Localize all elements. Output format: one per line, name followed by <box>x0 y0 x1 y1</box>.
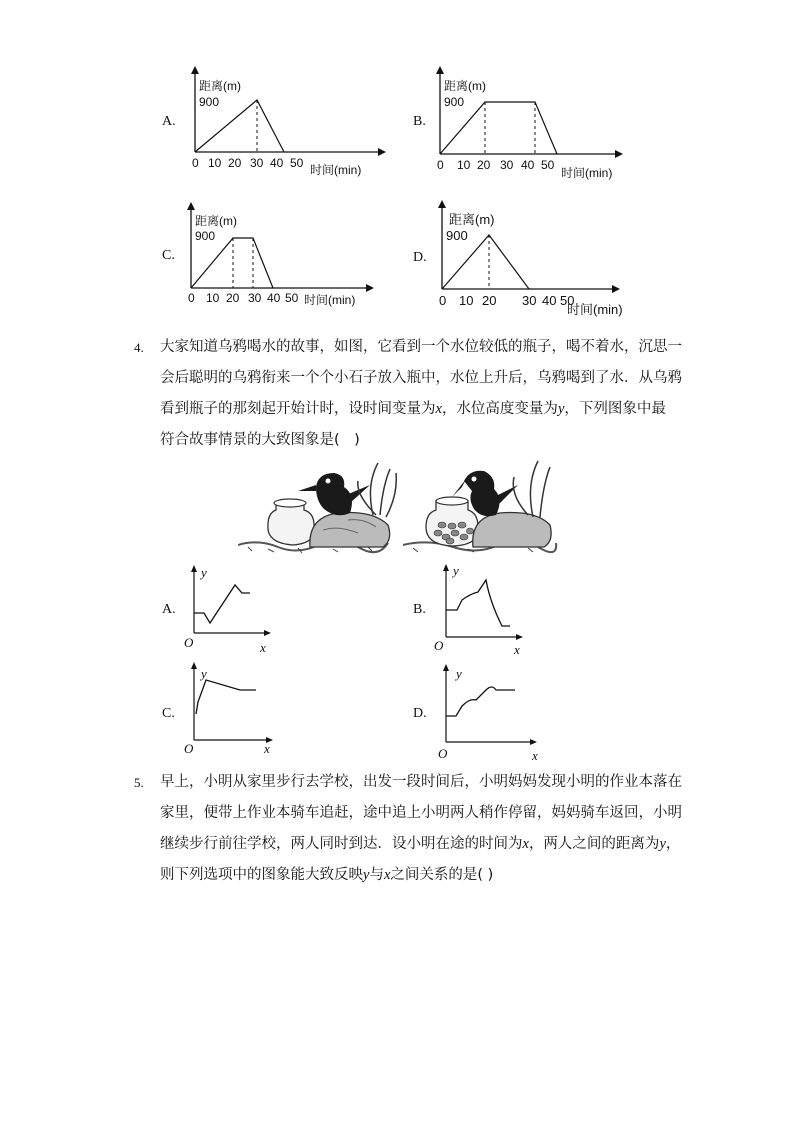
q3b-tick-40: 40 <box>521 158 535 172</box>
q4-text <box>160 332 682 456</box>
q3d-tick-0: 0 <box>439 293 447 308</box>
q3b-tick-30: 30 <box>500 158 514 172</box>
q3-option-a-graph <box>180 62 410 186</box>
q3b-tick-0: 0 <box>437 158 444 172</box>
q4-option-b-label: B. <box>413 602 426 617</box>
q3a-tick-50: 50 <box>290 156 304 170</box>
q3d-tick-30: 30 <box>522 293 537 308</box>
q3c-tick-10: 10 <box>206 291 220 305</box>
q4-option-c-graph <box>178 662 278 758</box>
q3b-xlabel: 时间(min) <box>561 166 613 180</box>
q5-line-4: 则下列选项中的图象能大致反映y与x之间关系的是( ) <box>160 867 494 883</box>
q3-options <box>0 0 794 330</box>
q4b-y-label: y <box>453 563 459 578</box>
q4a-origin-label: O <box>184 635 194 650</box>
q4-line-3: 看到瓶子的那刻起开始计时，设时间变量为x，水位高度变量为y，下列图象中最 <box>160 401 666 417</box>
q4b-origin-label: O <box>434 638 444 653</box>
q4d-y-label: y <box>456 666 462 681</box>
q3a-tick-40: 40 <box>270 156 284 170</box>
q3a-tick-30: 30 <box>250 156 264 170</box>
q3d-tick-20: 20 <box>482 293 497 308</box>
q3c-tick-40: 40 <box>267 291 281 305</box>
q3b-ylabel: 距离(m) <box>444 79 486 93</box>
q3b-tick-10: 10 <box>457 158 471 172</box>
q4-line-2: 会后聪明的乌鸦衔来一个个小石子放入瓶中，水位上升后，乌鸦喝到了水．从乌鸦 <box>160 370 682 386</box>
q4-number: 4. <box>134 340 144 355</box>
q4-option-d-graph <box>430 664 540 760</box>
q4-line-4: 符合故事情景的大致图象是( ) <box>160 432 360 448</box>
q3-option-b-label: B. <box>413 114 426 129</box>
q3b-y900: 900 <box>444 95 465 109</box>
q3a-tick-20: 20 <box>228 156 242 170</box>
q4-option-a-label: A. <box>162 602 176 617</box>
q3a-tick-0: 0 <box>192 156 199 170</box>
q4c-y-label: y <box>201 666 207 681</box>
q3d-xlabel: 时间(min) <box>567 302 623 317</box>
q5-line-1: 早上，小明从家里步行去学校，出发一段时间后，小明妈妈发现小明的作业本落在 <box>160 774 682 790</box>
q4c-x-label: x <box>264 741 270 756</box>
q3c-tick-50: 50 <box>285 291 299 305</box>
q3-option-b-graph <box>425 62 655 186</box>
q3c-tick-0: 0 <box>188 291 195 305</box>
q4-option-d-label: D. <box>413 706 427 721</box>
q3c-y900: 900 <box>195 229 216 243</box>
q3a-y900: 900 <box>199 95 220 109</box>
q4a-y-label: y <box>201 565 207 580</box>
q3b-tick-20: 20 <box>477 158 491 172</box>
q4-option-b-graph <box>430 562 530 656</box>
q5-line-3: 继续步行前往学校，两人同时到达．设小明在途的时间为x，两人之间的距离为y， <box>160 836 681 852</box>
q3a-xlabel: 时间(min) <box>310 163 362 177</box>
q3-option-a-label: A. <box>162 114 176 129</box>
q3d-tick-50: 50 <box>560 293 575 308</box>
q4c-origin-label: O <box>184 741 194 756</box>
q3d-ylabel: 距离(m) <box>449 212 495 227</box>
q3a-ylabel: 距离(m) <box>199 79 241 93</box>
q5-line-2: 家里，便带上作业本骑车追赶，途中追上小明两人稍作停留，妈妈骑车返回，小明 <box>160 805 682 821</box>
q3b-tick-50: 50 <box>541 158 555 172</box>
q3-option-c-graph <box>178 198 408 318</box>
q3-option-c-label: C. <box>162 248 175 263</box>
q3c-xlabel: 时间(min) <box>304 293 356 307</box>
q4-option-a-graph <box>178 565 278 655</box>
q3-option-d-graph <box>427 196 647 320</box>
q3-option-d-label: D. <box>413 250 427 265</box>
crow-illustration <box>238 455 558 555</box>
q3d-y900: 900 <box>446 228 468 243</box>
q4-option-c-label: C. <box>162 706 175 721</box>
q5-number: 5. <box>134 775 144 790</box>
q4-line-1: 大家知道乌鸦喝水的故事，如图，它看到一个水位较低的瓶子，喝不着水，沉思一 <box>160 339 682 355</box>
q3d-tick-10: 10 <box>459 293 474 308</box>
q3c-tick-30: 30 <box>248 291 262 305</box>
q4d-x-label: x <box>532 748 538 760</box>
q4a-x-label: x <box>260 640 266 655</box>
q3c-tick-20: 20 <box>226 291 240 305</box>
q3a-tick-10: 10 <box>208 156 222 170</box>
q4b-x-label: x <box>514 642 520 656</box>
q4d-origin-label: O <box>438 746 448 760</box>
q3d-tick-40: 40 <box>542 293 557 308</box>
q3c-ylabel: 距离(m) <box>195 214 237 228</box>
q5-text <box>160 767 682 891</box>
